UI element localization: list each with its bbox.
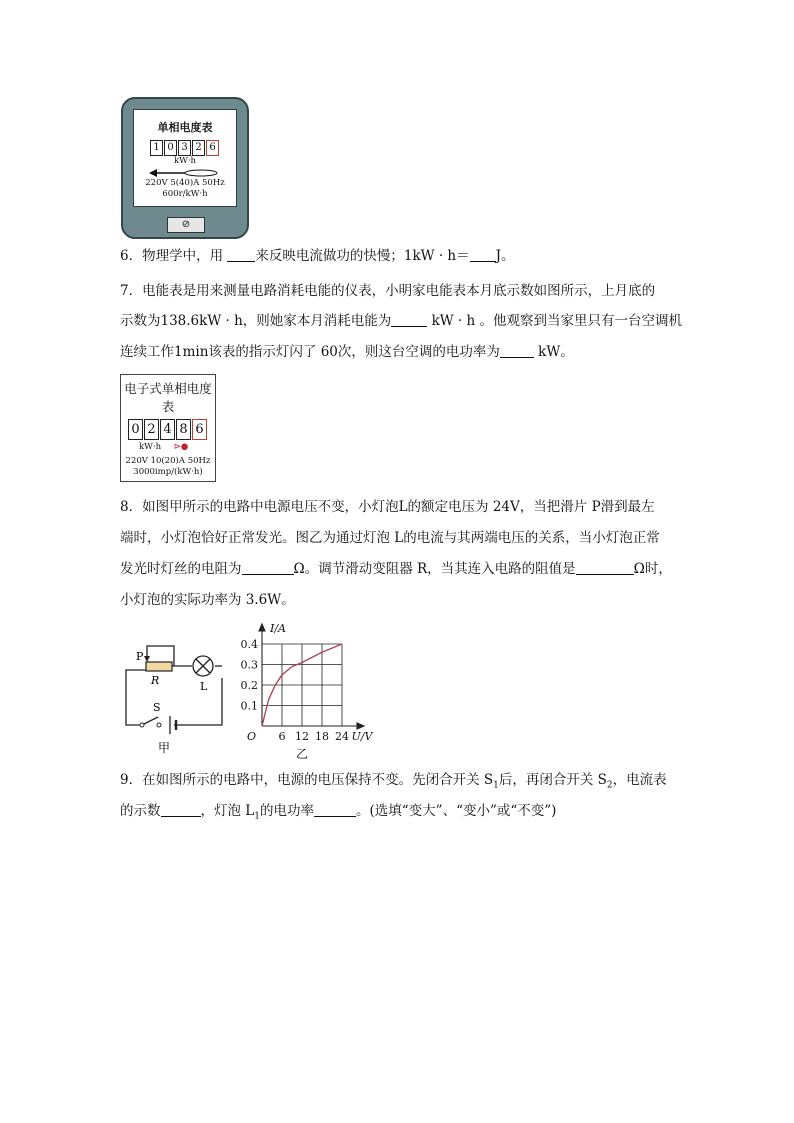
meter-title: 电子式单相电度表	[124, 381, 212, 414]
figure-caption: 乙	[295, 747, 309, 761]
iu-chart	[236, 616, 382, 766]
answer-blank	[161, 802, 201, 817]
figure-caption: 甲	[158, 741, 171, 755]
slider-arrow	[144, 656, 150, 662]
question-6	[120, 246, 515, 266]
y-tick-label: 0.1	[240, 699, 258, 713]
question-7-line-1: 7．电能表是用来测量电路消耗电能的仪表，小明家电能表本月底示数如图所示，上月底的	[120, 283, 656, 299]
meter-digit: 3	[178, 140, 191, 156]
electric-meter-figure	[121, 97, 249, 239]
subscript: 1	[254, 811, 260, 822]
electronic-meter-figure	[120, 374, 216, 482]
meter-face	[133, 109, 237, 207]
meter-digit: 1	[150, 140, 163, 156]
meter-digits	[150, 140, 220, 156]
wire	[174, 678, 222, 725]
question-9-line-2	[120, 801, 556, 827]
rheostat-label: R	[151, 674, 160, 687]
indicator-light-icon: ⊳●	[173, 442, 189, 452]
answer-blank	[242, 560, 294, 575]
switch-contact	[140, 723, 144, 727]
answer-blank	[576, 560, 634, 575]
meter-digit: 0	[164, 140, 177, 156]
x-axis-arrow	[357, 723, 364, 729]
answer-blank	[227, 247, 255, 262]
q7-text: kW · h 。他观察到当家里只有一台空调机	[427, 313, 682, 329]
y-tick-label: 0.2	[240, 679, 258, 692]
meter-digits	[128, 419, 208, 440]
answer-blank	[470, 247, 496, 262]
x-tick-label: 6	[278, 730, 286, 743]
subscript: 2	[606, 780, 613, 791]
rheostat-symbol	[146, 662, 172, 671]
meter-digit: 8	[176, 419, 191, 440]
switch-contact	[157, 723, 161, 727]
meter-constant: 3000imp/(kW·h)	[133, 467, 203, 477]
q9-text: 的示数	[120, 803, 161, 819]
question-8-line-2: 端时，小灯泡恰好正常发光。图乙为通过灯泡 L的电流与其两端电压的关系，当小灯泡正常	[120, 530, 660, 546]
q6-text: 6．物理学中，用	[120, 248, 228, 264]
meter-digit: 2	[144, 419, 159, 440]
q7-text: 连续工作1min该表的指示灯闪了 60次，则这台空调的电功率为	[120, 344, 500, 360]
meter-unit: kW·h	[173, 156, 197, 166]
switch-blade	[142, 717, 158, 725]
q6-text: J。	[495, 248, 515, 264]
meter-title: 单相电度表	[157, 121, 213, 134]
meter-digit: 2	[192, 140, 205, 156]
question-8-line-3	[120, 559, 672, 579]
meter-digit: 0	[128, 419, 143, 440]
meter-constant: 600r/kW·h	[162, 189, 208, 199]
q9-text: 9．在如图所示的电路中，电源的电压保持不变。先闭合开关 S	[120, 772, 494, 788]
slider-label: P	[136, 650, 144, 663]
lamp-label: L	[200, 680, 208, 693]
x-tick-label: 18	[315, 730, 329, 743]
q8-text: Ω。调节滑动变阻器 R，当其连入电路的阻值是	[293, 561, 576, 577]
question-7-line-3	[120, 342, 574, 362]
x-tick-label: 12	[295, 730, 309, 743]
answer-blank	[391, 312, 427, 327]
answer-blank	[500, 343, 534, 358]
origin-label: O	[246, 730, 256, 743]
q6-text: 来反映电流做功的快慢；1kW · h＝	[255, 248, 470, 264]
circuit-diagram	[118, 628, 238, 760]
wire	[126, 670, 146, 725]
q8-text: 发光时灯丝的电阻为	[120, 561, 242, 577]
q9-text: 后，再闭合开关 S	[498, 772, 607, 788]
y-axis-arrow	[259, 624, 265, 631]
question-7-line-2	[120, 311, 682, 331]
answer-blank	[314, 802, 356, 817]
question-8-line-1: 8．如图甲所示的电路中电源电压不变，小灯泡L的额定电压为 24V，当把滑片 P滑到最左	[120, 499, 655, 515]
q8-text: Ω时，	[633, 561, 672, 577]
meter-digit: 4	[160, 419, 175, 440]
meter-unit: kW·h	[139, 442, 162, 452]
subscript: 1	[493, 780, 499, 791]
x-axis-label: U/V	[351, 730, 373, 743]
q9-text: 的电功率	[260, 803, 314, 819]
switch-label: S	[153, 701, 161, 714]
question-9-line-1	[120, 770, 667, 796]
meter-digit: 6	[192, 419, 207, 440]
q9-text: 。(选填“变大”、“变小”或“不变”)	[356, 803, 557, 819]
q7-text: kW。	[533, 344, 574, 360]
q7-text: 示数为138.6kW · h，则她家本月消耗电能为	[120, 313, 392, 329]
rotor-disc-icon	[145, 168, 225, 178]
y-tick-label: 0.4	[240, 638, 258, 651]
meter-spec: 220V 5(40)A 50Hz	[145, 178, 225, 188]
x-tick-label: 24	[335, 730, 349, 743]
meter-spec: 220V 10(20)A 50Hz	[125, 456, 211, 466]
q9-text: ，灯泡 L	[200, 803, 255, 819]
question-8-line-4: 小灯泡的实际功率为 3.6W。	[120, 592, 295, 608]
q9-text: ，电流表	[612, 772, 667, 788]
y-tick-label: 0.3	[240, 658, 258, 672]
meter-unit-row	[121, 442, 215, 453]
meter-knob-icon: ⊘	[167, 217, 205, 233]
meter-digit: 6	[206, 140, 219, 156]
y-axis-label: I/A	[270, 622, 286, 635]
